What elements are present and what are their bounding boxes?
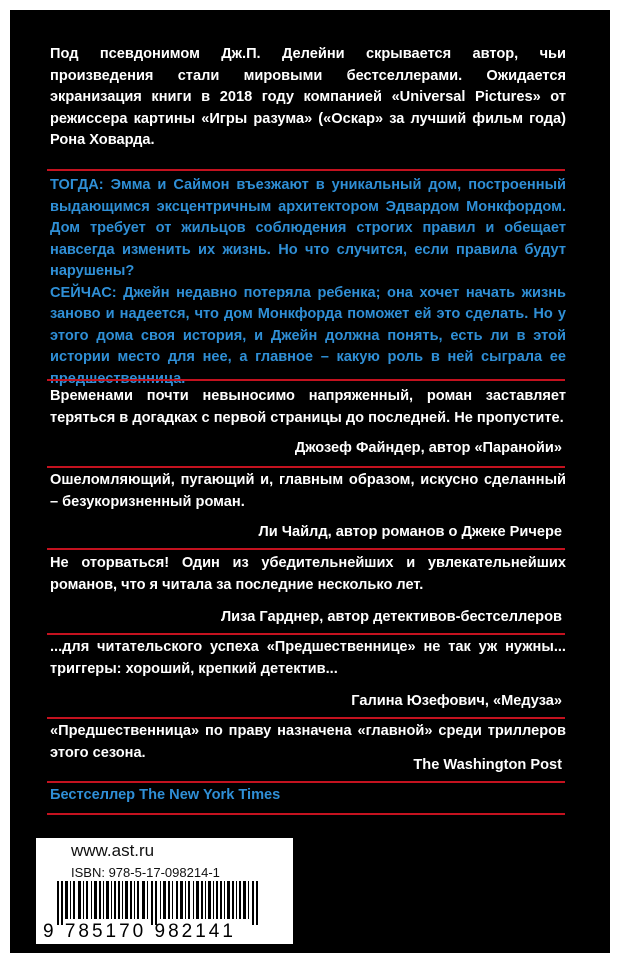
isbn-text: ISBN: 978-5-17-098214-1 bbox=[71, 865, 220, 880]
red-divider bbox=[47, 781, 565, 783]
red-divider bbox=[47, 813, 565, 815]
review-quote: Временами почти невыносимо напряженный, роман заставляет теряться в догадках с первой страницы до последней. Не пропустите. bbox=[50, 388, 566, 426]
barcode-icon bbox=[43, 881, 286, 925]
red-divider bbox=[47, 379, 565, 381]
review-author: Джозеф Файндер, автор «Паранойи» bbox=[294, 440, 562, 456]
review-quote: Не оторваться! Один из убедительнейших и увлекательнейших романов, что я читала за последние несколько лет. bbox=[50, 555, 566, 593]
barcode-block bbox=[36, 838, 293, 944]
book-back-cover bbox=[10, 10, 610, 953]
review-quote: «Предшественница» по праву назначена «главной» среди триллеров этого сезона. bbox=[50, 723, 566, 761]
review-quote: ...для читательского успеха «Предшественнице» не так уж нужны... триггеры: хороший, крепкий детектив... bbox=[50, 639, 566, 677]
red-divider bbox=[47, 717, 565, 719]
then-text: Эмма и Саймон въезжают в уникальный дом, построенный выдающимся эксцентричным архитектором Эдвардом Монкфордом. Дом требует от жильцов соблюдения строгих правил и обещает навсегда изменить их жизнь. Но что случится, если правила будут нарушены? bbox=[50, 177, 566, 279]
author-intro: Под псевдонимом Дж.П. Делейни скрывается автор, чьи произведения стали мировыми бестселлерами. Ожидается экранизация книги в 2018 году компанией «Universal Pictures» от режиссера картины «Игры разума» («Оскар» за лучший фильм года) Рона Ховарда. bbox=[50, 46, 566, 148]
review-author: The Washington Post bbox=[413, 757, 562, 773]
review-author: Лиза Гарднер, автор детективов-бестселлеров bbox=[220, 609, 562, 625]
red-divider bbox=[47, 633, 565, 635]
red-divider bbox=[47, 548, 565, 550]
publisher-url: www.ast.ru bbox=[71, 841, 155, 860]
then-label: ТОГДА: bbox=[50, 177, 104, 193]
bestseller-label: Бестселлер The New York Times bbox=[50, 787, 281, 803]
barcode-digits: 9 785170 982141 bbox=[43, 921, 236, 942]
now-label: СЕЙЧАС: bbox=[50, 284, 117, 301]
review-author: Галина Юзефович, «Медуза» bbox=[351, 693, 562, 709]
review-quote: Ошеломляющий, пугающий и, главным образом, искусно сделанный – безукоризненный роман. bbox=[50, 472, 566, 510]
red-divider bbox=[47, 169, 565, 171]
review-author: Ли Чайлд, автор романов о Джеке Ричере bbox=[258, 524, 562, 540]
synopsis bbox=[50, 175, 566, 390]
now-text: Джейн недавно потеряла ребенка; она хочет начать жизнь заново и надеется, что дом Монкфорда поможет ей это сделать. Но у этого дома своя история, и Джейн должна понять, есть ли в этой истории место для нее, а главное – какую роль в ней сыграла ее bbox=[50, 284, 566, 365]
red-divider bbox=[47, 466, 565, 468]
